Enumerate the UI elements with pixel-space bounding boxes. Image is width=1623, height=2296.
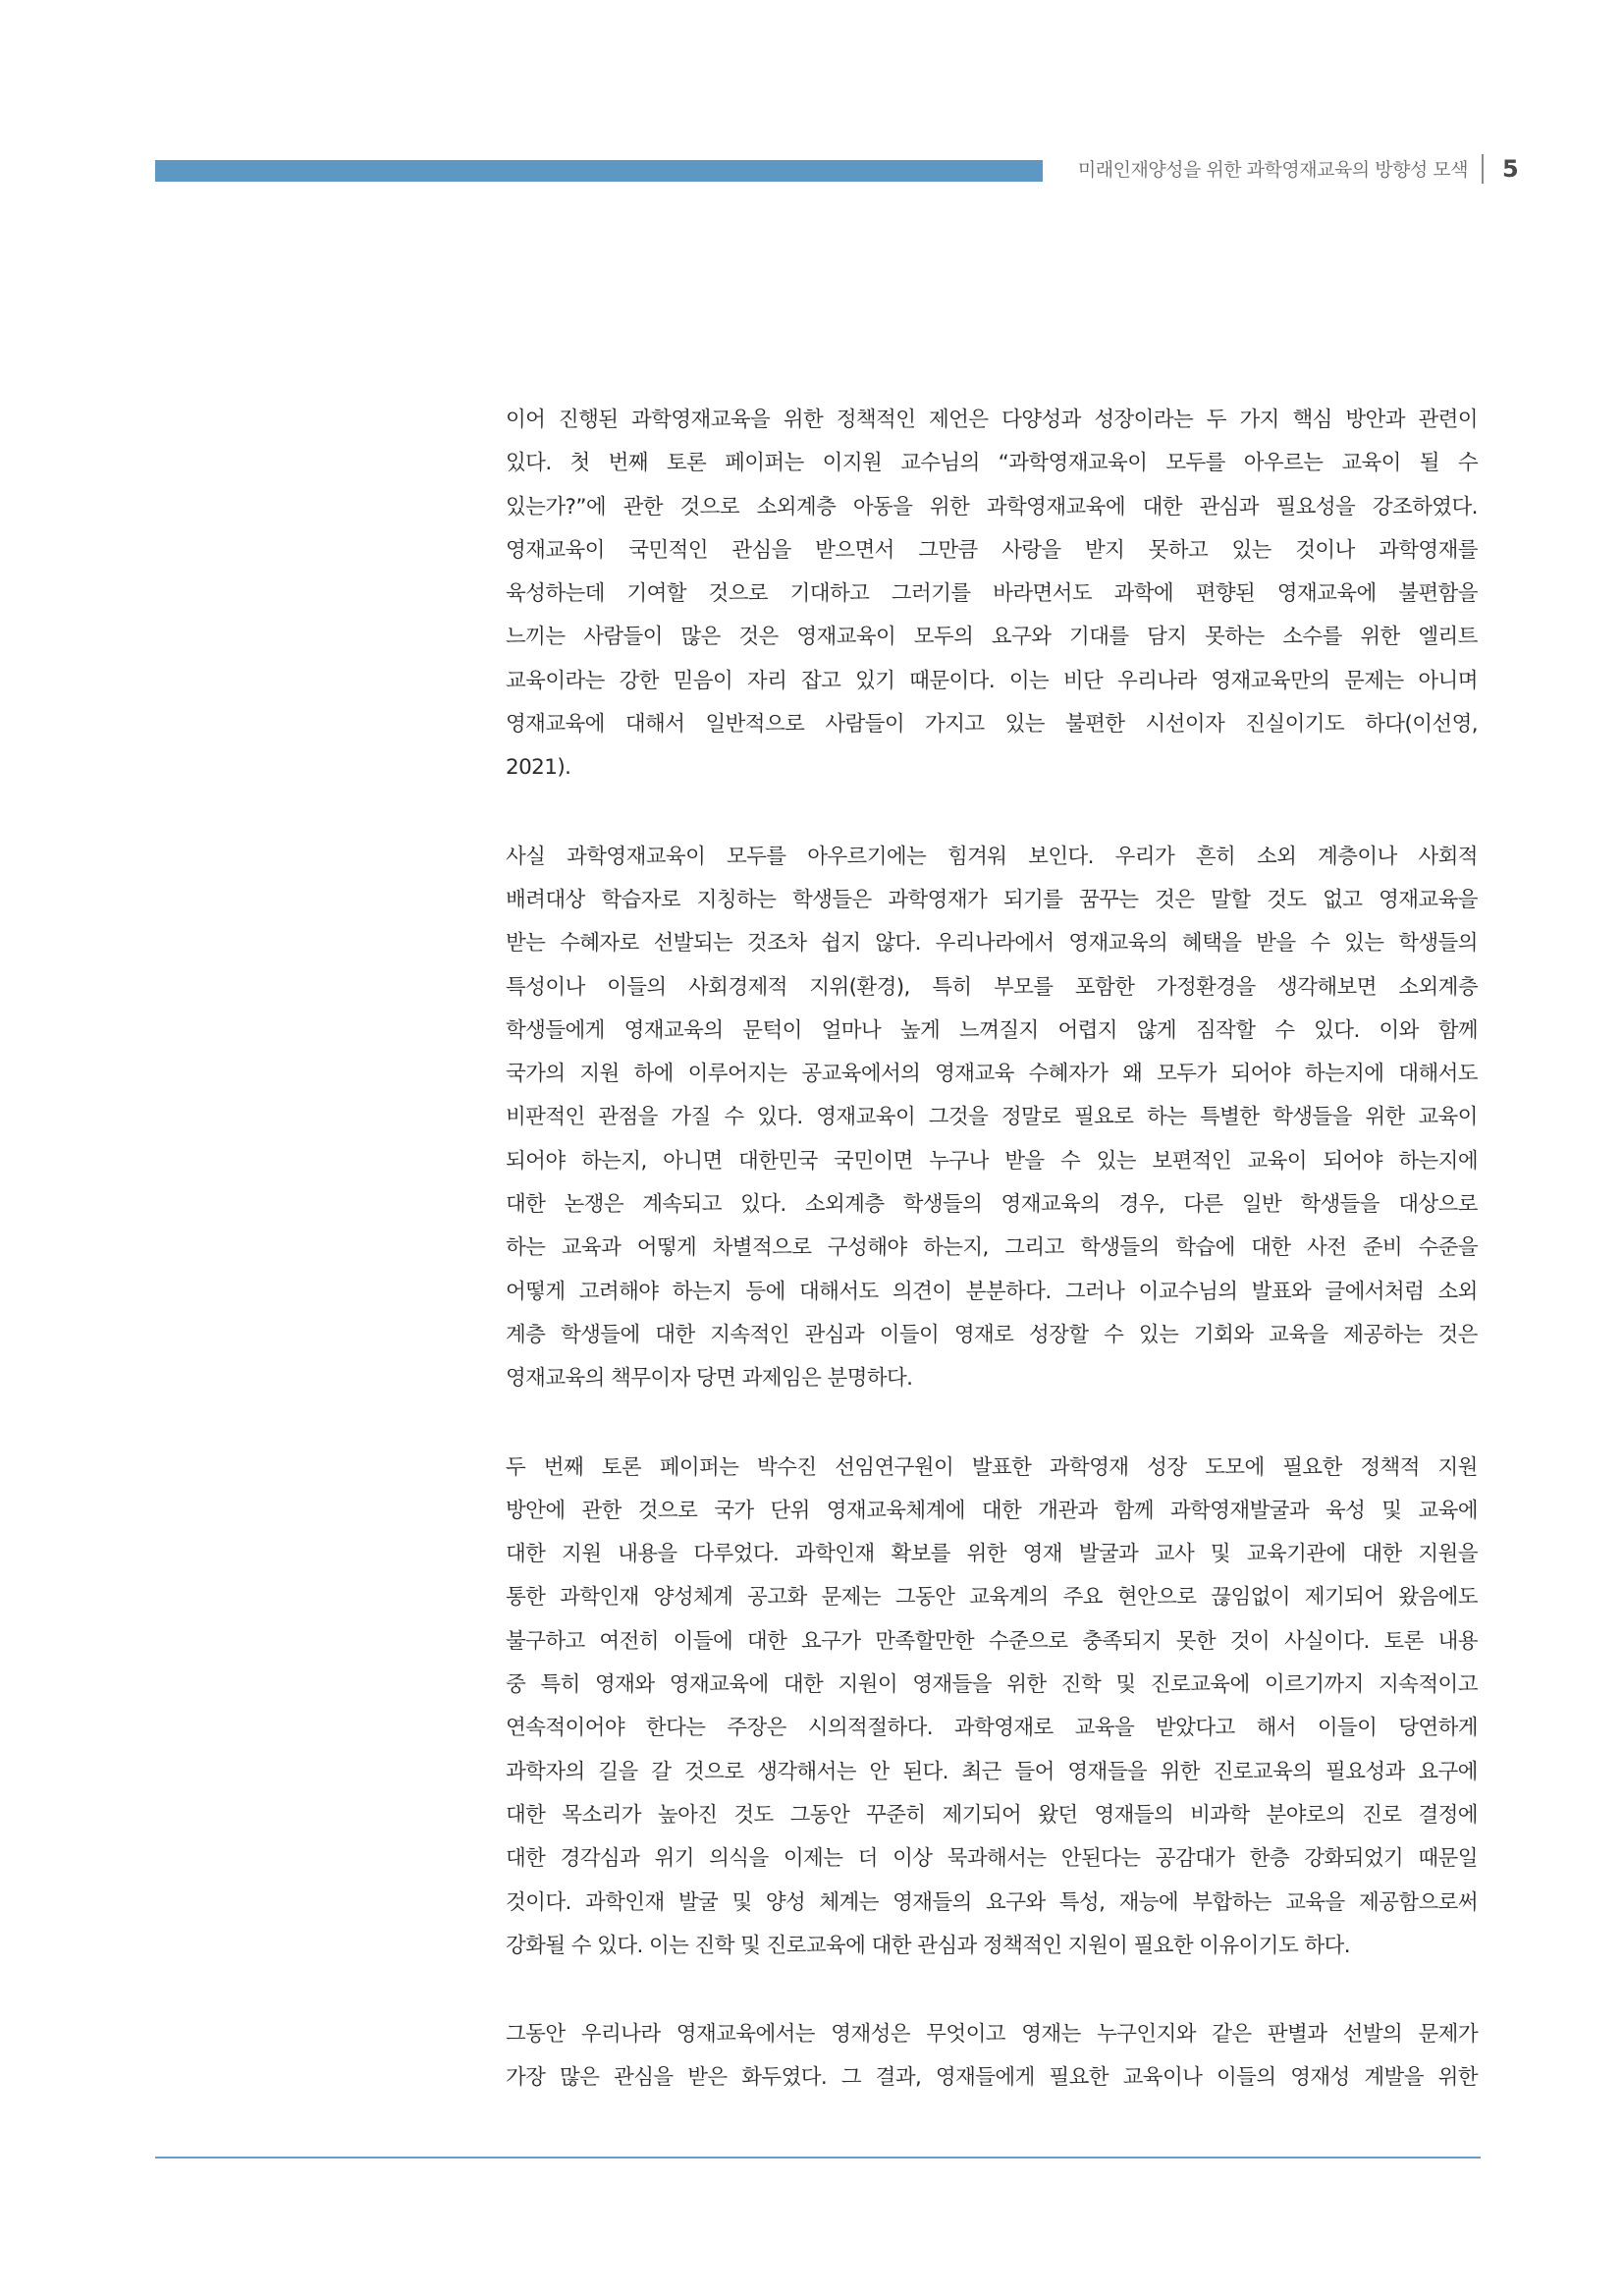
running-header-title: 미래인재양성을 위한 과학영재교육의 방향성 모색 bbox=[1077, 159, 1468, 181]
header-divider bbox=[1482, 154, 1484, 184]
text-line: 가장 많은 관심을 받은 화두였다. 그 결과, 영재들에게 필요한 교육이나 이들의 영재성 계발을 위한 bbox=[506, 2065, 1478, 2091]
text-line: 비판적인 관점을 가질 수 있다. 영재교육이 그것을 정말로 필요로 하는 특별한 학생들을 위한 교육이 bbox=[506, 1105, 1478, 1130]
text-line: 국가의 지원 하에 이루어지는 공교육에서의 영재교육 수혜자가 왜 모두가 되어야 하는지에 대해서도 bbox=[506, 1062, 1478, 1087]
text-line: 영재교육이 국민적인 관심을 받으면서 그만큼 사랑을 받지 못하고 있는 것이나 과학영재를 bbox=[506, 537, 1478, 563]
text-line: 있다. 첫 번째 토론 페이퍼는 이지원 교수님의 “과학영재교육이 모두를 아우르는 교육이 될 수 bbox=[506, 451, 1478, 476]
text-line: 대한 지원 내용을 다루었다. 과학인재 확보를 위한 영재 발굴과 교사 및 교육기관에 대한 지원을 bbox=[506, 1542, 1478, 1567]
text-line: 영재교육에 대해서 일반적으로 사람들이 가지고 있는 불편한 시선이자 진실이기도 하다(이선영, bbox=[506, 712, 1478, 738]
body-text bbox=[506, 399, 1478, 2146]
text-line: 특성이나 이들의 사회경제적 지위(환경), 특히 부모를 포함한 가정환경을 생각해보면 소외계층 bbox=[506, 974, 1478, 1000]
text-line: 대한 경각심과 위기 의식을 이제는 더 이상 묵과해서는 안된다는 공감대가 한층 강화되었기 때문일 bbox=[506, 1846, 1478, 1872]
text-line: 영재교육의 책무이자 당면 과제임은 분명하다. bbox=[506, 1366, 913, 1392]
text-line: 대한 논쟁은 계속되고 있다. 소외계층 학생들의 영재교육의 경우, 다른 일반 학생들을 대상으로 bbox=[506, 1192, 1478, 1218]
text-line: 있는가?”에 관한 것으로 소외계층 아동을 위한 과학영재교육에 대한 관심과 필요성을 강조하였다. bbox=[506, 494, 1478, 519]
text-line: 이어 진행된 과학영재교육을 위한 정책적인 제언은 다양성과 성장이라는 두 가지 핵심 방안과 관련이 bbox=[506, 408, 1478, 432]
text-line: 연속적이어야 한다는 주장은 시의적절하다. 과학영재로 교육을 받았다고 해서 이들이 당연하게 bbox=[506, 1716, 1478, 1741]
text-line: 불구하고 여전히 이들에 대한 요구가 만족할만한 수준으로 충족되지 못한 것이 사실이다. 토론 내용 bbox=[506, 1628, 1478, 1654]
text-line: 방안에 관한 것으로 국가 단위 영재교육체계에 대한 개관과 함께 과학영재발굴과 육성 및 교육에 bbox=[506, 1498, 1478, 1523]
text-line: 것이다. 과학인재 발굴 및 양성 체계는 영재들의 요구와 특성, 재능에 부합하는 교육을 제공함으로써 bbox=[506, 1889, 1478, 1915]
text-line: 대한 목소리가 높아진 것도 그동안 꾸준히 제기되어 왔던 영재들의 비과학 분야로의 진로 결정에 bbox=[506, 1802, 1478, 1828]
paragraph bbox=[506, 2013, 1478, 2101]
text-line: 통한 과학인재 양성체계 공고화 문제는 그동안 교육계의 주요 현안으로 끊임없이 제기되어 왔음에도 bbox=[506, 1585, 1478, 1611]
paragraph bbox=[506, 1447, 1478, 1969]
text-line: 사실 과학영재교육이 모두를 아우르기에는 힘겨워 보인다. 우리가 흔히 소외 계층이나 사회적 bbox=[506, 844, 1478, 869]
text-line: 배려대상 학습자로 지칭하는 학생들은 과학영재가 되기를 꿈꾸는 것은 말할 것도 없고 영재교육을 bbox=[506, 887, 1478, 912]
text-line: 계층 학생들에 대한 지속적인 관심과 이들이 영재로 성장할 수 있는 기회와 교육을 제공하는 것은 bbox=[506, 1322, 1478, 1347]
text-line: 받는 수혜자로 선발되는 것조차 쉽지 않다. 우리나라에서 영재교육의 혜택을 받을 수 있는 학생들의 bbox=[506, 931, 1478, 957]
page-number: 5 bbox=[1502, 155, 1519, 183]
text-line: 그동안 우리나라 영재교육에서는 영재성은 무엇이고 영재는 누구인지와 같은 판별과 선발의 문제가 bbox=[506, 2022, 1478, 2048]
header-accent-bar bbox=[155, 160, 1043, 182]
paragraph bbox=[506, 836, 1478, 1401]
paragraph bbox=[506, 399, 1478, 791]
text-line: 하는 교육과 어떻게 차별적으로 구성해야 하는지, 그리고 학생들의 학습에 대한 사전 준비 수준을 bbox=[506, 1235, 1478, 1261]
text-line: 되어야 하는지, 아니면 대한민국 국민이면 누구나 받을 수 있는 보편적인 교육이 되어야 하는지에 bbox=[506, 1148, 1478, 1174]
text-line: 두 번째 토론 페이퍼는 박수진 선임연구원이 발표한 과학영재 성장 도모에 필요한 정책적 지원 bbox=[506, 1454, 1478, 1480]
text-line: 학생들에게 영재교육의 문턱이 얼마나 높게 느껴질지 어렵지 않게 짐작할 수 있다. 이와 함께 bbox=[506, 1017, 1478, 1043]
text-line: 교육이라는 강한 믿음이 자리 잡고 있기 때문이다. 이는 비단 우리나라 영재교육만의 문제는 아니며 bbox=[506, 668, 1478, 693]
text-line: 중 특히 영재와 영재교육에 대한 지원이 영재들을 위한 진학 및 진로교육에 이르기까지 지속적이고 bbox=[506, 1672, 1478, 1698]
text-line: 2021). bbox=[506, 755, 571, 781]
footer-rule bbox=[155, 2157, 1481, 2159]
text-line: 과학자의 길을 갈 것으로 생각해서는 안 된다. 최근 들어 영재들을 위한 진로교육의 필요성과 요구에 bbox=[506, 1759, 1478, 1784]
text-line: 느끼는 사람들이 많은 것은 영재교육이 모두의 요구와 기대를 담지 못하는 소수를 위한 엘리트 bbox=[506, 625, 1478, 650]
text-line: 어떻게 고려해야 하는지 등에 대해서도 의견이 분분하다. 그러나 이교수님의 발표와 글에서처럼 소외 bbox=[506, 1279, 1478, 1304]
text-line: 육성하는데 기여할 것으로 기대하고 그러기를 바라면서도 과학에 편향된 영재교육에 불편함을 bbox=[506, 581, 1478, 607]
text-line: 강화될 수 있다. 이는 진학 및 진로교육에 대한 관심과 정책적인 지원이 필요한 이유이기도 하다. bbox=[506, 1933, 1350, 1958]
